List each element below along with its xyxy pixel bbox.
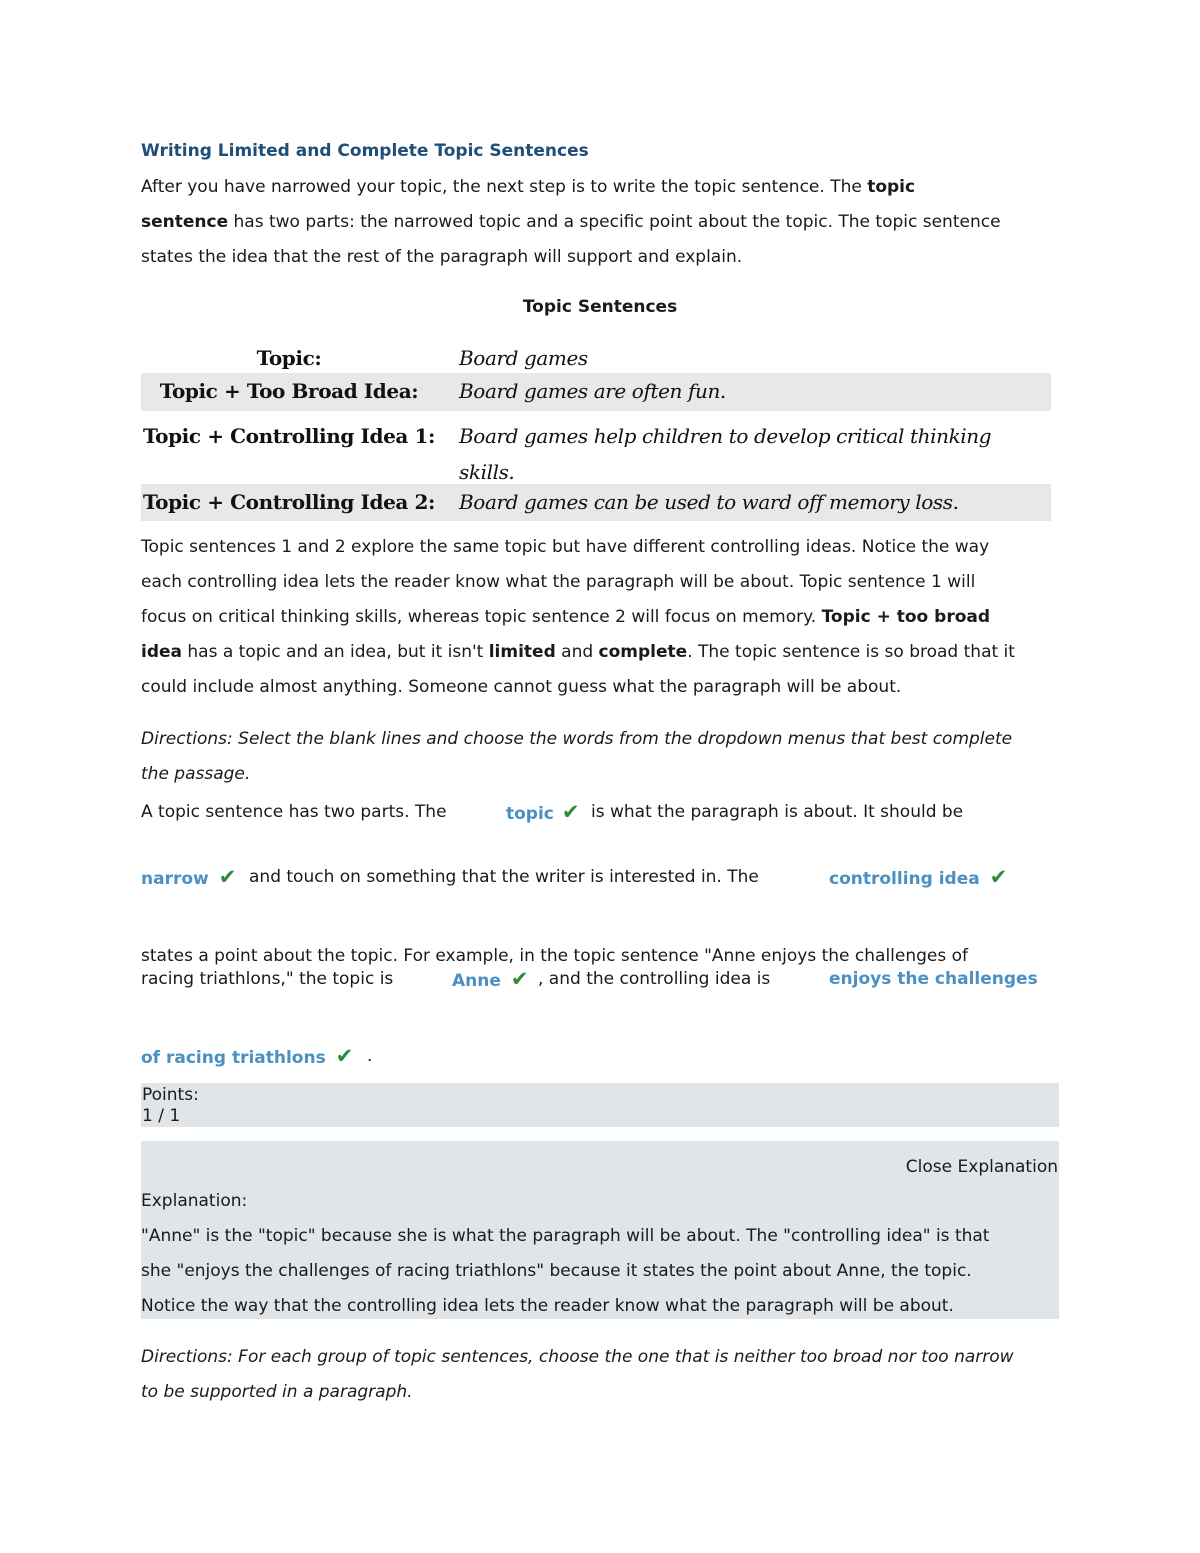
answer-text: of racing triathlons <box>141 1048 326 1068</box>
exercise-text: . <box>367 1046 373 1066</box>
answer-text: narrow <box>141 869 209 889</box>
table-title: Topic Sentences <box>522 297 678 317</box>
row-label: Topic + Too Broad Idea: <box>159 379 419 403</box>
body-text: focus on critical thinking skills, whereas topic sentence 2 will focus on memory. <box>141 607 822 627</box>
answer-text: topic <box>506 804 554 824</box>
row-value: Board games are often fun. <box>459 379 726 403</box>
exercise-text: , and the controlling idea is <box>538 969 771 989</box>
row-label: Topic: <box>256 346 322 370</box>
intro-bold-sentence: sentence <box>141 212 229 232</box>
table-row <box>141 340 1051 373</box>
points-label: Points: <box>142 1085 199 1105</box>
explanation-label: Explanation: <box>141 1191 248 1211</box>
row-value-line-2: skills. <box>459 460 515 484</box>
explanation-line-3: Notice the way that the controlling idea lets the reader know what the paragraph will be about. <box>141 1296 954 1316</box>
body-text: . The topic sentence is so broad that it <box>687 642 1015 662</box>
directions-2-line-2: to be supported in a paragraph. <box>141 1382 413 1402</box>
answer-dropdown-enjoys[interactable] <box>829 967 1038 991</box>
exercise-text: racing triathlons," the topic is <box>141 969 394 989</box>
answer-text: enjoys the challenges <box>829 969 1038 989</box>
body-line-4 <box>141 635 1015 670</box>
body-bold: limited <box>488 642 556 662</box>
checkmark-icon: ✔ <box>335 1044 354 1068</box>
explanation-line-2: she "enjoys the challenges of racing triathlons" because it states the point about Anne, the topic. <box>141 1261 972 1281</box>
row-label: Topic + Controlling Idea 2: <box>142 490 436 514</box>
explanation-line-1: "Anne" is the "topic" because she is what the paragraph will be about. The "controlling idea" is that <box>141 1226 990 1246</box>
body-text: and <box>555 642 599 662</box>
exercise-text: A topic sentence has two parts. The <box>141 802 447 822</box>
row-value: Board games can be used to ward off memory loss. <box>459 490 959 514</box>
close-explanation-link[interactable]: Close Explanation <box>905 1157 1058 1177</box>
row-value <box>459 418 1039 490</box>
points-box <box>141 1083 1059 1127</box>
intro-text: has two parts: the narrowed topic and a specific point about the topic. The topic sentence <box>228 212 1001 232</box>
body-bold: idea <box>141 642 182 662</box>
points-value: 1 / 1 <box>142 1106 181 1126</box>
checkmark-icon: ✔ <box>561 800 580 824</box>
intro-line-2 <box>141 205 1001 240</box>
checkmark-icon: ✔ <box>510 967 529 991</box>
directions-2-line-1: Directions: For each group of topic sentences, choose the one that is neither too broad nor too narrow <box>141 1347 1014 1367</box>
table-row <box>141 418 1051 484</box>
table-row <box>141 373 1051 411</box>
body-text: has a topic and an idea, but it isn't <box>182 642 489 662</box>
intro-line-3: states the idea that the rest of the paragraph will support and explain. <box>141 247 743 267</box>
intro-text: After you have narrowed your topic, the next step is to write the topic sentence. The <box>141 177 868 197</box>
body-line-5: could include almost anything. Someone cannot guess what the paragraph will be about. <box>141 677 902 697</box>
row-value: Board games <box>459 346 588 370</box>
body-line-3 <box>141 600 990 635</box>
directions-line-2: the passage. <box>141 764 251 784</box>
answer-dropdown-anne[interactable] <box>452 967 529 993</box>
answer-text: Anne <box>452 971 501 991</box>
body-line-2: each controlling idea lets the reader know what the paragraph will be about. Topic sentence 1 will <box>141 572 976 592</box>
checkmark-icon: ✔ <box>989 865 1008 889</box>
row-value-line-1: Board games help children to develop critical thinking <box>459 424 992 448</box>
directions-line-1: Directions: Select the blank lines and choose the words from the dropdown menus that best complete <box>141 729 1013 749</box>
answer-dropdown-controlling-idea[interactable] <box>829 860 1007 897</box>
exercise-text: states a point about the topic. For example, in the topic sentence "Anne enjoys the challenges of <box>141 946 969 966</box>
body-bold: complete <box>598 642 688 662</box>
exercise-text: and touch on something that the writer is interested in. The <box>249 867 759 887</box>
row-label: Topic + Controlling Idea 1: <box>142 424 436 448</box>
body-bold: Topic + too broad <box>821 607 991 627</box>
answer-dropdown-racing[interactable] <box>141 1040 353 1075</box>
exercise-text: is what the paragraph is about. It should be <box>591 802 964 822</box>
answer-dropdown-topic[interactable] <box>506 795 580 832</box>
table-row <box>141 484 1051 521</box>
intro-bold-topic: topic <box>867 177 916 197</box>
answer-dropdown-narrow[interactable] <box>141 860 236 897</box>
checkmark-icon: ✔ <box>218 865 237 889</box>
body-line-1: Topic sentences 1 and 2 explore the same topic but have different controlling ideas. Notice the way <box>141 537 990 557</box>
section-heading: Writing Limited and Complete Topic Sentences <box>141 141 589 161</box>
intro-line-1 <box>141 170 915 205</box>
answer-text: controlling idea <box>829 869 980 889</box>
